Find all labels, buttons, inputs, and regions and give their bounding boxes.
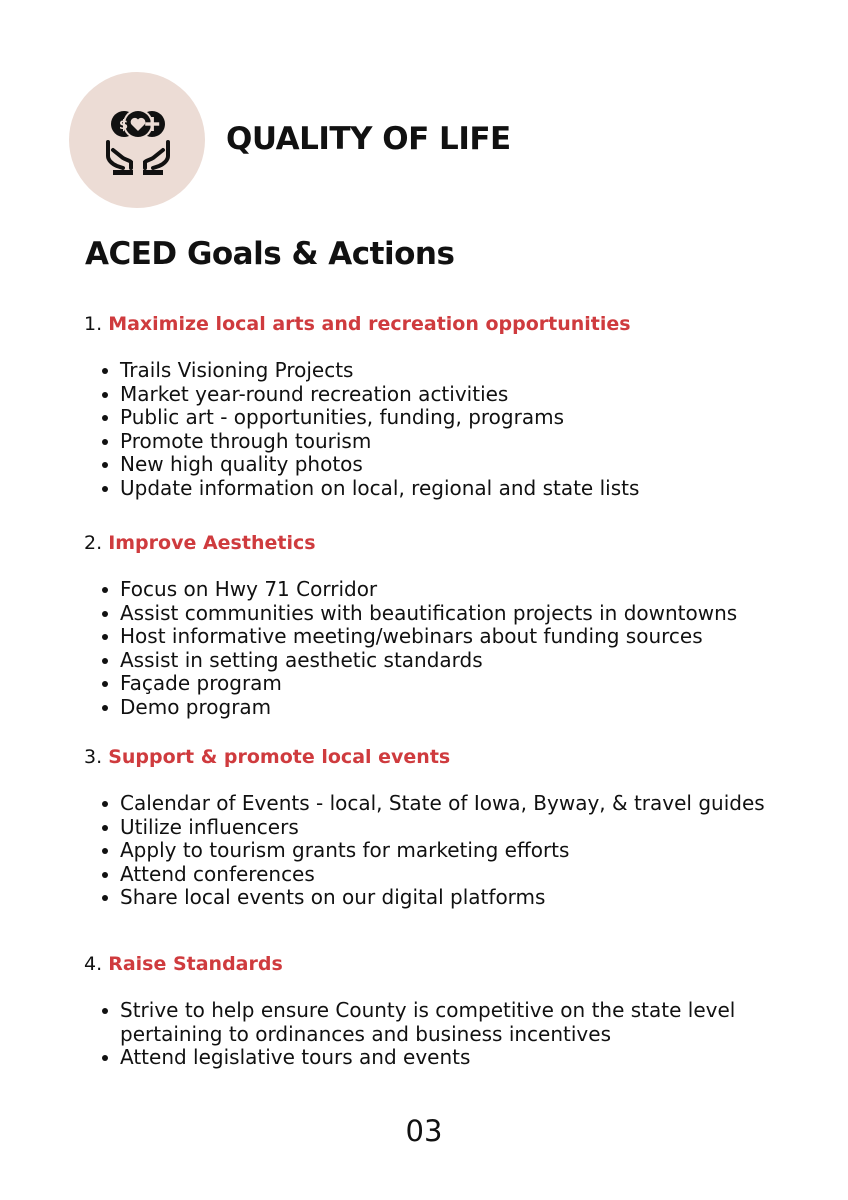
hands-heart-icon bbox=[103, 104, 173, 176]
action-list bbox=[84, 999, 784, 1070]
goal-4 bbox=[84, 951, 804, 1070]
list-item: Update information on local, regional and state lists bbox=[84, 477, 804, 501]
goal-number: 4. bbox=[84, 953, 103, 975]
list-item: New high quality photos bbox=[84, 453, 804, 477]
list-item: Trails Visioning Projects bbox=[84, 359, 804, 383]
list-item: Share local events on our digital platforms bbox=[84, 886, 804, 910]
list-item: Host informative meeting/webinars about funding sources bbox=[84, 625, 804, 649]
action-list bbox=[84, 578, 804, 720]
goal-number: 1. bbox=[84, 313, 103, 335]
list-item: Utilize influencers bbox=[84, 816, 804, 840]
page-heading: ACED Goals & Actions bbox=[85, 236, 455, 272]
svg-text:$: $ bbox=[119, 118, 129, 133]
goal-3 bbox=[84, 744, 804, 910]
list-item: Assist in setting aesthetic standards bbox=[84, 649, 804, 673]
goal-1 bbox=[84, 311, 804, 501]
list-item: Public art - opportunities, funding, programs bbox=[84, 406, 804, 430]
goal-title: Maximize local arts and recreation opportunities bbox=[108, 313, 631, 335]
list-item: Strive to help ensure County is competitive on the state level pertaining to ordinances and business incentives bbox=[84, 999, 784, 1046]
list-item: Calendar of Events - local, State of Iowa, Byway, & travel guides bbox=[84, 792, 804, 816]
goal-title: Raise Standards bbox=[108, 953, 283, 975]
goal-number: 3. bbox=[84, 746, 103, 768]
goal-2 bbox=[84, 530, 804, 720]
header-icon-circle bbox=[69, 72, 205, 208]
action-list bbox=[84, 792, 804, 910]
goal-title: Support & promote local events bbox=[108, 746, 451, 768]
list-item: Attend legislative tours and events bbox=[84, 1046, 784, 1070]
goal-heading bbox=[84, 311, 804, 337]
list-item: Apply to tourism grants for marketing efforts bbox=[84, 839, 804, 863]
goal-heading bbox=[84, 530, 804, 556]
list-item: Market year-round recreation activities bbox=[84, 383, 804, 407]
list-item: Focus on Hwy 71 Corridor bbox=[84, 578, 804, 602]
goal-heading bbox=[84, 951, 804, 977]
list-item: Façade program bbox=[84, 672, 804, 696]
list-item: Assist communities with beautification projects in downtowns bbox=[84, 602, 804, 626]
goal-number: 2. bbox=[84, 532, 103, 554]
list-item: Demo program bbox=[84, 696, 804, 720]
action-list bbox=[84, 359, 804, 501]
goal-title: Improve Aesthetics bbox=[108, 532, 316, 554]
goal-heading bbox=[84, 744, 804, 770]
section-title: QUALITY OF LIFE bbox=[226, 121, 511, 157]
list-item: Attend conferences bbox=[84, 863, 804, 887]
page-number: 03 bbox=[405, 1114, 443, 1148]
list-item: Promote through tourism bbox=[84, 430, 804, 454]
